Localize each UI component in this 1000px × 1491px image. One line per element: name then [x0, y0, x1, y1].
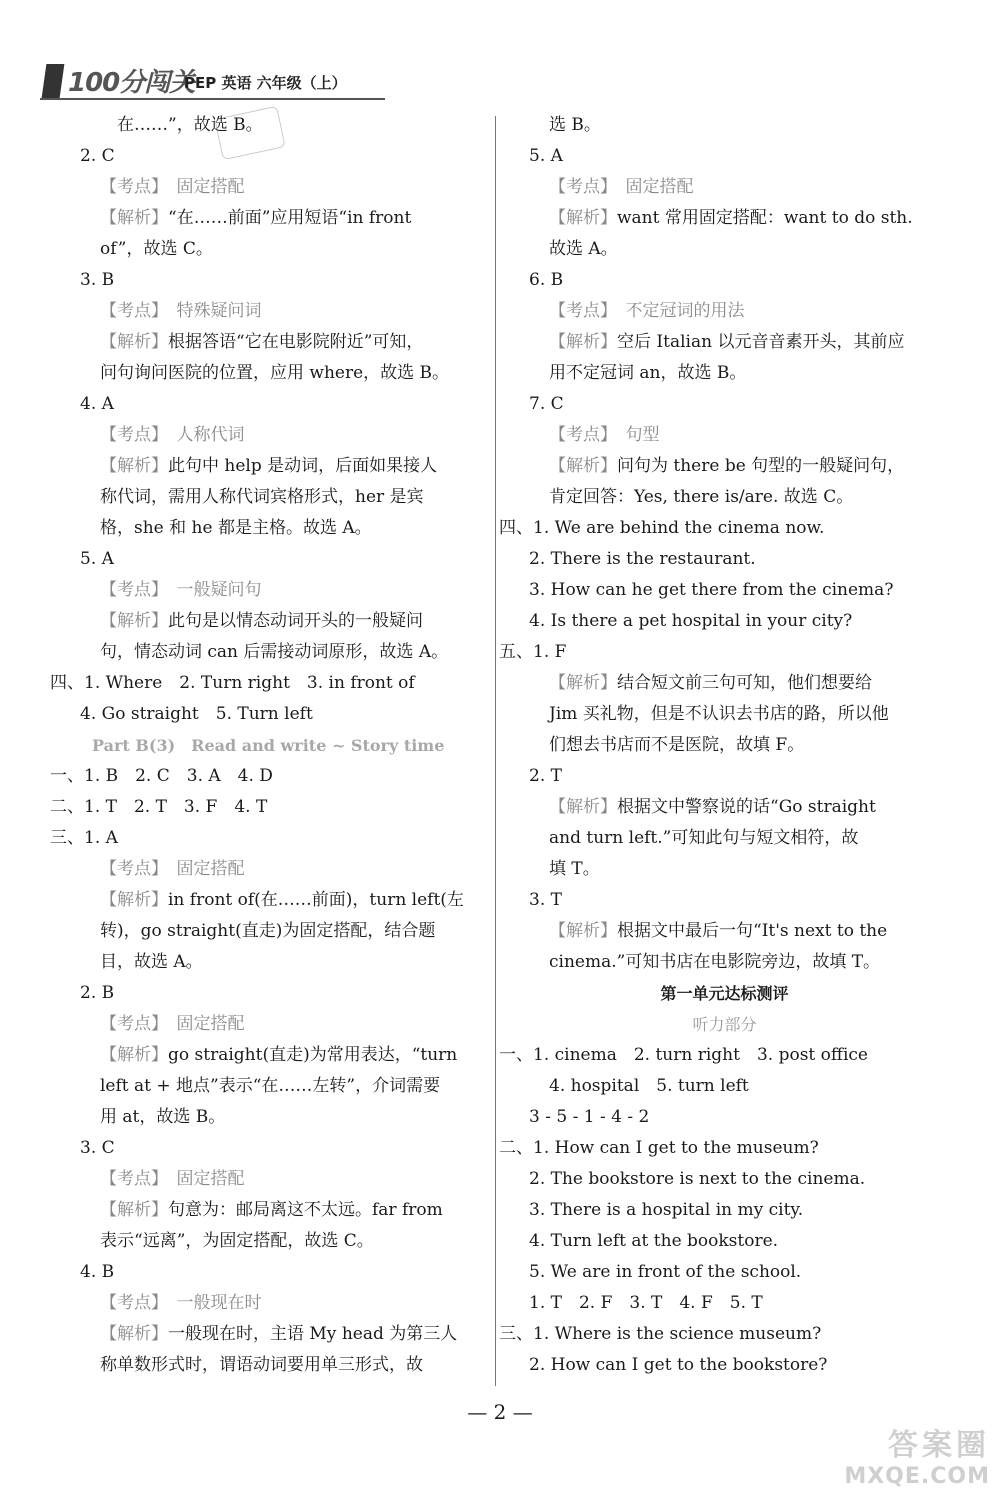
- tag-label: 【解析】: [549, 208, 617, 228]
- tag-label: 【解析】: [549, 456, 617, 476]
- left-line: 句，情态动词 can 后需接动词原形，故选 A。: [100, 642, 449, 662]
- right-column: [499, 110, 942, 1381]
- tag-label: 【考点】: [100, 1014, 160, 1034]
- tag-label: 【解析】: [100, 1045, 168, 1065]
- right-line: 听力部分: [692, 1015, 757, 1034]
- right-line: 3. How can he get there from the cinema?: [529, 580, 894, 600]
- right-line: 4. Is there a pet hospital in your city?: [529, 611, 853, 631]
- topic-text: 人称代词: [159, 425, 245, 445]
- right-line: 5. We are in front of the school.: [529, 1262, 802, 1282]
- right-line: 五、1. F: [499, 642, 567, 662]
- right-line: 【解析】空后 Italian 以元音音素开头，其前应: [549, 332, 905, 352]
- left-line: 5. A: [80, 549, 114, 569]
- right-line: 选 B。: [549, 115, 601, 135]
- topic-text: 不定冠词的用法: [608, 301, 745, 321]
- tag-label: 【解析】: [100, 332, 168, 352]
- right-line: [507, 172, 942, 203]
- tag-label: 【考点】: [100, 859, 160, 879]
- tag-label: 【解析】: [549, 332, 617, 352]
- left-line: 3. C: [80, 1138, 115, 1158]
- column-divider: [495, 116, 496, 1386]
- left-line: [58, 575, 486, 606]
- tag-label: 【考点】: [100, 301, 160, 321]
- right-line: 2. There is the restaurant.: [529, 549, 756, 569]
- left-line: [58, 1009, 486, 1040]
- tag-label: 【解析】: [549, 797, 617, 817]
- left-line: 二、1. T 2. T 3. F 4. T: [50, 797, 268, 817]
- right-line: 6. B: [529, 270, 564, 290]
- tag-label: 【考点】: [100, 425, 160, 445]
- topic-text: 固定搭配: [608, 177, 694, 197]
- right-line: 第一单元达标测评: [660, 984, 789, 1003]
- left-line: 【解析】go straight(直走)为常用表达，“turn: [100, 1045, 458, 1065]
- left-line: 在……”，故选 B。: [100, 115, 263, 135]
- tag-label: 【解析】: [100, 208, 168, 228]
- left-line: 目，故选 A。: [100, 952, 203, 972]
- topic-text: 固定搭配: [159, 859, 245, 879]
- left-line: 称代词，需用人称代词宾格形式，her 是宾: [100, 487, 424, 507]
- left-line: 格，she 和 he 都是主格。故选 A。: [100, 518, 372, 538]
- right-line: 用不定冠词 an，故选 B。: [549, 363, 747, 383]
- left-line: [58, 172, 486, 203]
- left-line: 称单数形式时，谓语动词要用单三形式，故: [100, 1355, 423, 1375]
- right-line: 二、1. How can I get to the museum?: [499, 1138, 819, 1158]
- left-line: 2. C: [80, 146, 115, 166]
- left-column: [50, 110, 486, 1381]
- tag-label: 【解析】: [549, 921, 617, 941]
- tag-label: 【解析】: [100, 456, 168, 476]
- left-line: left at + 地点”表示“在……左转”，介词需要: [100, 1076, 441, 1096]
- topic-text: 一般现在时: [159, 1293, 262, 1313]
- logo: 100分闯关: [68, 68, 195, 98]
- left-line: 4. Go straight 5. Turn left: [80, 704, 313, 724]
- left-line: 问句询问医院的位置，应用 where，故选 B。: [100, 363, 450, 383]
- topic-text: 固定搭配: [159, 177, 245, 197]
- watermark-url: MXQE.COM: [844, 1464, 990, 1489]
- right-line: 一、1. cinema 2. turn right 3. post office: [499, 1045, 868, 1065]
- left-line: 表示“远离”，为固定搭配，故选 C。: [100, 1231, 374, 1251]
- page-header: [44, 60, 384, 100]
- topic-text: 特殊疑问词: [159, 301, 262, 321]
- tag-label: 【解析】: [549, 673, 617, 693]
- watermark: [820, 1420, 990, 1489]
- left-line: 【解析】“在……前面”应用短语“in front: [100, 208, 412, 228]
- topic-text: 固定搭配: [159, 1014, 245, 1034]
- left-line: 用 at，故选 B。: [100, 1107, 226, 1127]
- right-line: 3 - 5 - 1 - 4 - 2: [529, 1107, 650, 1127]
- left-line: 【解析】句意为：邮局离这不太远。far from: [100, 1200, 443, 1220]
- right-line: 【解析】问句为 there be 句型的一般疑问句，: [549, 456, 905, 476]
- tag-label: 【考点】: [100, 1169, 160, 1189]
- watermark-logo: 答案圈: [888, 1428, 990, 1463]
- right-line: 四、1. We are behind the cinema now.: [499, 518, 825, 538]
- tag-label: 【解析】: [100, 611, 168, 631]
- tag-label: 【考点】: [100, 580, 160, 600]
- right-line: and turn left.”可知此句与短文相符，故: [549, 828, 859, 848]
- right-line: 4. Turn left at the bookstore.: [529, 1231, 779, 1251]
- tag-label: 【解析】: [100, 1324, 168, 1344]
- left-line: [58, 420, 486, 451]
- tag-label: 【考点】: [549, 177, 609, 197]
- left-line: 3. B: [80, 270, 115, 290]
- tag-label: 【考点】: [100, 177, 160, 197]
- right-line: cinema.”可知书店在电影院旁边，故填 T。: [549, 952, 881, 972]
- right-line: 7. C: [529, 394, 564, 414]
- right-line: 们想去书店而不是医院，故填 F。: [549, 735, 805, 755]
- right-line: Jim 买礼物，但是不认识去书店的路，所以他: [549, 704, 889, 724]
- right-line: [507, 296, 942, 327]
- right-line: 5. A: [529, 146, 563, 166]
- left-line: 4. A: [80, 394, 114, 414]
- left-line: 【解析】此句是以情态动词开头的一般疑问: [100, 611, 423, 631]
- right-line: 肯定回答：Yes, there is/are. 故选 C。: [549, 487, 854, 507]
- header-rule: [40, 98, 385, 100]
- left-line: of”，故选 C。: [100, 239, 213, 259]
- left-line: [58, 854, 486, 885]
- tag-label: 【解析】: [100, 1200, 168, 1220]
- right-line: [507, 420, 942, 451]
- left-line: 【解析】in front of(在……前面)，turn left(左: [100, 890, 464, 910]
- right-line: 4. hospital 5. turn left: [549, 1076, 749, 1096]
- right-line: 三、1. Where is the science museum?: [499, 1324, 822, 1344]
- left-line: 4. B: [80, 1262, 115, 1282]
- tag-label: 【考点】: [100, 1293, 160, 1313]
- left-line: 【解析】此句中 help 是动词，后面如果接人: [100, 456, 438, 476]
- right-line: 2. The bookstore is next to the cinema.: [529, 1169, 866, 1189]
- right-line: 【解析】根据文中警察说的话“Go straight: [549, 797, 876, 817]
- right-line: 【解析】want 常用固定搭配：want to do sth.: [549, 208, 913, 228]
- right-line: 故选 A。: [549, 239, 618, 259]
- right-line: 【解析】结合短文前三句可知，他们想要给: [549, 673, 872, 693]
- left-line: Part B(3) Read and write ~ Story time: [92, 736, 445, 755]
- left-line: 【解析】根据答语“它在电影院附近”可知，: [100, 332, 424, 352]
- right-line: 2. T: [529, 766, 562, 786]
- left-line: 三、1. A: [50, 828, 118, 848]
- left-line: 【解析】一般现在时，主语 My head 为第三人: [100, 1324, 458, 1344]
- left-line: [58, 296, 486, 327]
- topic-text: 固定搭配: [159, 1169, 245, 1189]
- tag-label: 【解析】: [100, 890, 168, 910]
- left-line: [58, 1288, 486, 1319]
- right-line: 1. T 2. F 3. T 4. F 5. T: [529, 1293, 763, 1313]
- left-line: 转)，go straight(直走)为固定搭配，结合题: [100, 921, 436, 941]
- logo-bar: [42, 64, 65, 98]
- right-line: 2. How can I get to the bookstore?: [529, 1355, 828, 1375]
- right-line: 【解析】根据文中最后一句“It's next to the: [549, 921, 888, 941]
- left-line: 四、1. Where 2. Turn right 3. in front of: [50, 673, 415, 693]
- right-line: 填 T。: [549, 859, 600, 879]
- right-line: 3. T: [529, 890, 562, 910]
- left-line: 2. B: [80, 983, 115, 1003]
- topic-text: 句型: [608, 425, 660, 445]
- page-number: — 2 —: [467, 1400, 533, 1424]
- header-title: PEP 英语 六年级（上）: [184, 74, 347, 92]
- left-line: 一、1. B 2. C 3. A 4. D: [50, 766, 273, 786]
- left-line: [58, 1164, 486, 1195]
- topic-text: 一般疑问句: [159, 580, 262, 600]
- tag-label: 【考点】: [549, 301, 609, 321]
- tag-label: 【考点】: [549, 425, 609, 445]
- right-line: 3. There is a hospital in my city.: [529, 1200, 804, 1220]
